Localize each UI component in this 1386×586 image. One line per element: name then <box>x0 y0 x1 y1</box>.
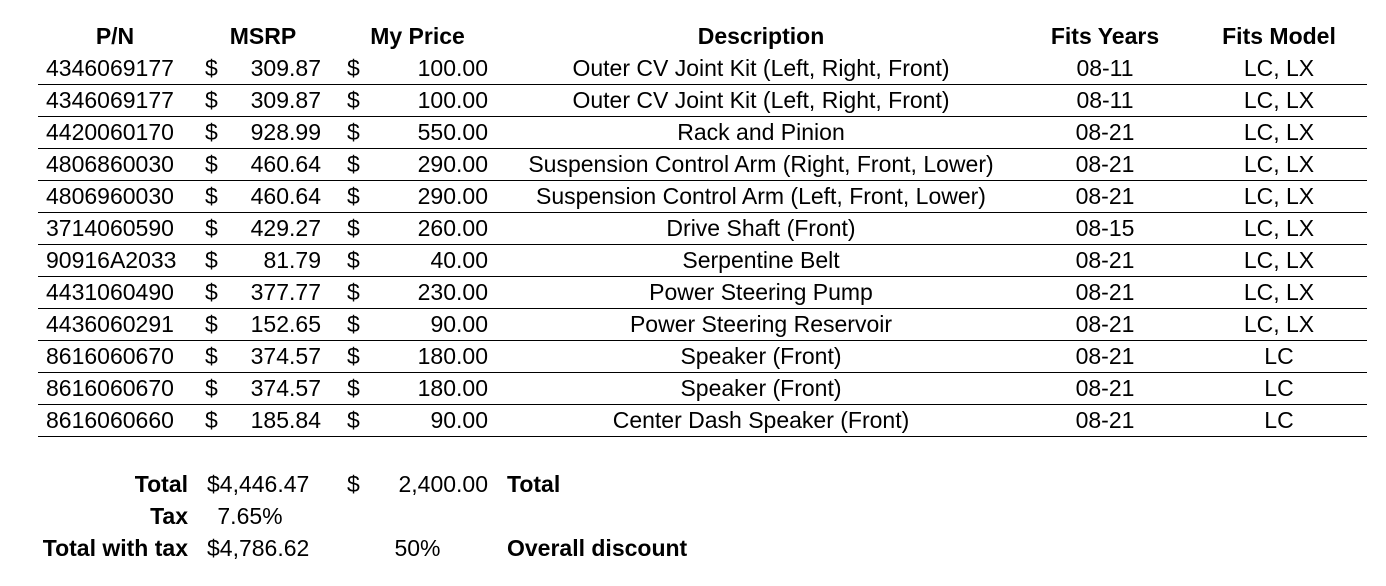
cell-fits-years: 08-21 <box>1075 311 1135 337</box>
total-msrp: $4,446.47 <box>207 471 310 497</box>
cell-pn: 8616060660 <box>46 407 174 433</box>
cell-fits-years: 08-21 <box>1075 183 1135 209</box>
total-with-tax-value: $4,786.62 <box>207 535 310 561</box>
cell-msrp: 374.57 <box>250 375 321 401</box>
total-my-price: 2,400.00 <box>398 471 488 497</box>
cell-description: Suspension Control Arm (Right, Front, Lower) <box>528 151 994 177</box>
cell-msrp-currency: $ <box>205 215 218 241</box>
table-row <box>0 212 1386 244</box>
cell-description: Power Steering Pump <box>649 279 873 305</box>
cell-msrp-currency: $ <box>205 151 218 177</box>
cell-fits-years: 08-15 <box>1075 215 1135 241</box>
cell-my-price-currency: $ <box>347 151 360 177</box>
cell-description: Center Dash Speaker (Front) <box>612 407 910 433</box>
overall-discount-label: Overall discount <box>507 535 688 561</box>
cell-pn: 4806960030 <box>46 183 174 209</box>
summary-total-with-tax-row <box>0 532 1386 564</box>
cell-my-price-currency: $ <box>347 279 360 305</box>
table-row <box>0 180 1386 212</box>
cell-my-price-currency: $ <box>347 247 360 273</box>
cell-msrp: 309.87 <box>250 55 321 81</box>
cell-pn: 8616060670 <box>46 375 174 401</box>
cell-msrp: 460.64 <box>250 151 321 177</box>
cell-fits-model: LC, LX <box>1243 87 1315 113</box>
cell-my-price: 290.00 <box>417 183 488 209</box>
cell-msrp-currency: $ <box>205 87 218 113</box>
cell-fits-model: LC, LX <box>1243 151 1315 177</box>
cell-my-price: 100.00 <box>417 87 488 113</box>
cell-msrp: 152.65 <box>250 311 321 337</box>
cell-fits-model: LC <box>1264 407 1294 433</box>
total-label: Total <box>134 471 188 497</box>
table-row <box>0 148 1386 180</box>
cell-fits-model: LC, LX <box>1243 119 1315 145</box>
cell-my-price: 230.00 <box>417 279 488 305</box>
cell-pn: 8616060670 <box>46 343 174 369</box>
cell-my-price-currency: $ <box>347 343 360 369</box>
cell-my-price: 290.00 <box>417 151 488 177</box>
table-row <box>0 404 1386 436</box>
cell-my-price-currency: $ <box>347 183 360 209</box>
cell-msrp: 928.99 <box>250 119 321 145</box>
cell-my-price-currency: $ <box>347 215 360 241</box>
cell-msrp-currency: $ <box>205 247 218 273</box>
cell-fits-years: 08-21 <box>1075 119 1135 145</box>
cell-pn: 4806860030 <box>46 151 174 177</box>
cell-pn: 4431060490 <box>46 279 174 305</box>
cell-description: Suspension Control Arm (Left, Front, Lower) <box>536 183 986 209</box>
cell-msrp-currency: $ <box>205 407 218 433</box>
cell-msrp: 81.79 <box>263 247 321 273</box>
table-row <box>0 244 1386 276</box>
cell-description: Speaker (Front) <box>680 343 842 369</box>
cell-description: Outer CV Joint Kit (Left, Right, Front) <box>572 55 950 81</box>
cell-fits-model: LC <box>1264 375 1294 401</box>
cell-my-price: 40.00 <box>430 247 488 273</box>
cell-msrp-currency: $ <box>205 279 218 305</box>
cell-pn: 90916A2033 <box>46 247 177 273</box>
cell-msrp: 429.27 <box>250 215 321 241</box>
cell-fits-model: LC, LX <box>1243 215 1315 241</box>
cell-description: Serpentine Belt <box>682 247 840 273</box>
table-row <box>0 52 1386 84</box>
cell-fits-model: LC, LX <box>1243 183 1315 209</box>
cell-fits-model: LC <box>1264 343 1294 369</box>
tax-label: Tax <box>150 503 188 529</box>
overall-discount-value: 50% <box>394 535 441 561</box>
table-row <box>0 84 1386 116</box>
cell-my-price: 260.00 <box>417 215 488 241</box>
cell-my-price: 550.00 <box>417 119 488 145</box>
cell-my-price: 90.00 <box>430 311 488 337</box>
cell-fits-years: 08-11 <box>1076 55 1134 81</box>
cell-pn: 4346069177 <box>46 55 174 81</box>
cell-my-price: 90.00 <box>430 407 488 433</box>
summary-tax-row <box>0 500 1386 532</box>
cell-msrp: 309.87 <box>250 87 321 113</box>
cell-my-price-currency: $ <box>347 55 360 81</box>
total-right-label: Total <box>507 471 561 497</box>
header-msrp: MSRP <box>229 23 297 49</box>
cell-my-price-currency: $ <box>347 407 360 433</box>
cell-msrp: 377.77 <box>250 279 321 305</box>
table-row <box>0 340 1386 372</box>
header-fits-years: Fits Years <box>1050 23 1160 49</box>
cell-fits-model: LC, LX <box>1243 311 1315 337</box>
cell-msrp-currency: $ <box>205 343 218 369</box>
cell-my-price: 180.00 <box>417 375 488 401</box>
header-pn: P/N <box>95 23 135 49</box>
cell-msrp-currency: $ <box>205 119 218 145</box>
cell-my-price-currency: $ <box>347 311 360 337</box>
cell-my-price: 180.00 <box>417 343 488 369</box>
cell-fits-model: LC, LX <box>1243 55 1315 81</box>
cell-fits-model: LC, LX <box>1243 247 1315 273</box>
tax-rate: 7.65% <box>217 503 283 529</box>
table-row <box>0 372 1386 404</box>
cell-my-price: 100.00 <box>417 55 488 81</box>
cell-pn: 4420060170 <box>46 119 174 145</box>
cell-description: Power Steering Reservoir <box>629 311 893 337</box>
table-row <box>0 116 1386 148</box>
summary-total-row <box>0 468 1386 500</box>
total-with-tax-label: Total with tax <box>42 535 188 561</box>
cell-fits-years: 08-21 <box>1075 279 1135 305</box>
cell-pn: 4436060291 <box>46 311 174 337</box>
cell-my-price-currency: $ <box>347 375 360 401</box>
cell-pn: 4346069177 <box>46 87 174 113</box>
cell-msrp: 374.57 <box>250 343 321 369</box>
table-row <box>0 308 1386 340</box>
cell-msrp-currency: $ <box>205 311 218 337</box>
cell-description: Speaker (Front) <box>680 375 842 401</box>
cell-msrp: 460.64 <box>250 183 321 209</box>
cell-msrp-currency: $ <box>205 375 218 401</box>
table-header <box>0 20 1386 52</box>
cell-fits-years: 08-21 <box>1075 375 1135 401</box>
cell-my-price-currency: $ <box>347 119 360 145</box>
cell-description: Drive Shaft (Front) <box>666 215 856 241</box>
cell-msrp-currency: $ <box>205 183 218 209</box>
header-description: Description <box>697 23 825 49</box>
cell-my-price-currency: $ <box>347 87 360 113</box>
table-bottom-border <box>38 436 1367 437</box>
cell-fits-years: 08-21 <box>1075 151 1135 177</box>
total-my-price-currency: $ <box>347 471 360 497</box>
cell-fits-years: 08-21 <box>1075 407 1135 433</box>
header-my-price: My Price <box>370 23 465 49</box>
header-fits-model: Fits Model <box>1222 23 1336 49</box>
cell-msrp-currency: $ <box>205 55 218 81</box>
cell-description: Rack and Pinion <box>677 119 845 145</box>
cell-msrp: 185.84 <box>250 407 321 433</box>
cell-fits-model: LC, LX <box>1243 279 1315 305</box>
cell-fits-years: 08-21 <box>1075 343 1135 369</box>
table-row <box>0 276 1386 308</box>
cell-pn: 3714060590 <box>46 215 174 241</box>
cell-fits-years: 08-21 <box>1075 247 1135 273</box>
cell-description: Outer CV Joint Kit (Left, Right, Front) <box>572 87 950 113</box>
cell-fits-years: 08-11 <box>1076 87 1134 113</box>
